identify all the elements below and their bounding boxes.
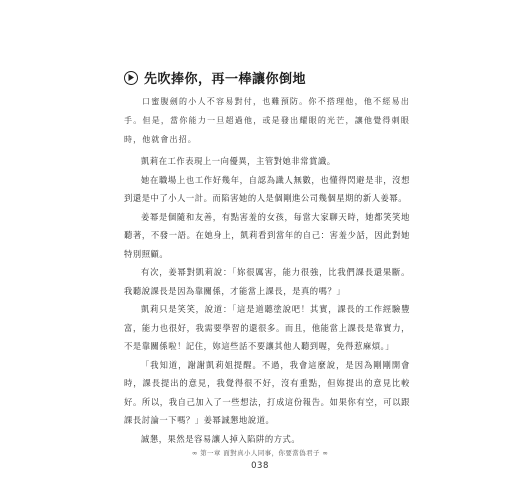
chapter-footer: ∞ 第一章 面對真小人同事，你要當偽君子 ∞ (191, 449, 329, 457)
paragraph: 姜幂是個隨和友善，有點害羞的女孩，每當大家聊天時，她都笑笑地聽著，不發一語。在她身上，凱莉看到當年的自己：害羞少話，因此對她特別照顧。 (124, 211, 410, 259)
body-text (124, 152, 410, 448)
play-icon (124, 71, 138, 85)
page-number: 038 (251, 461, 269, 471)
paragraph: 凱莉只是笑笑，說道：「這是道聽塗說吧！其實，課長的工作經驗豐富，能力也很好，我需要學習的還很多。而且，他能當上課長是靠實力，不是靠關係啦！記住，妳這些話不要讓其他人聽到喔，免得惹麻煩。」 (124, 304, 410, 351)
paragraph: 她在職場上也工作好幾年，自認為識人無數，也懂得閃避是非，沒想到還是中了小人一計。而陷害她的人是個剛進公司幾個星期的新人姜幂。 (124, 174, 410, 203)
section-heading (124, 68, 306, 87)
paragraph: 「我知道，謝謝凱莉姐提醒。不過，我會這麼說，是因為剛剛開會時，課長提出的意見，我覺得很不好，沒有重點，但妳提出的意見比較好。所以，我自己加入了一些想法，打成這份報告。如果你有空，可以跟課長討論一下嗎？」姜幂誠懇地說道。 (124, 359, 410, 425)
paragraph: 凱莉在工作表現上一向優異，主管對她非常賞識。 (141, 156, 336, 166)
paragraph: 有次，姜幂對凱莉說：「妳很厲害，能力很強，比我們課長還果斷。我聽說課長是因為靠關係，才能當上課長，是真的嗎？」 (124, 267, 410, 296)
intro-quote (124, 92, 410, 149)
section-title: 先吹捧你，再一棒讓你倒地 (144, 72, 307, 87)
paragraph: 誠懇，果然是容易讓人掉入陷阱的方式。 (141, 433, 301, 444)
quote-text: 口蜜腹劍的小人不容易對付，也難預防。你不搭理他，他不經易出手。但是，當你能力一旦超過他，或是發出耀眼的光芒，讓他覺得刺眼時，他就會出招。 (124, 97, 410, 144)
